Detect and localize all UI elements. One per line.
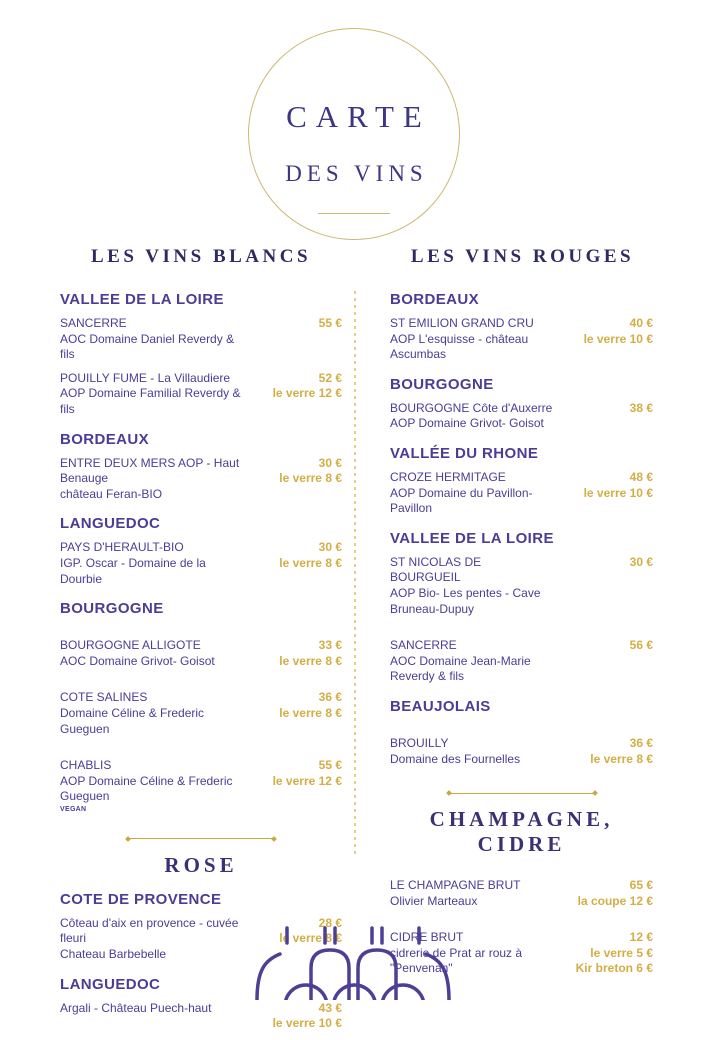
wine-description: AOC Domaine Grivot- Goisot (60, 653, 215, 668)
region-heading: LANGUEDOC (60, 515, 161, 533)
divider-line (130, 838, 272, 839)
wine-text (390, 401, 561, 432)
wine-prices (561, 316, 653, 347)
wine-item (390, 878, 653, 909)
bottle-price: 52 € (318, 370, 342, 385)
wine-description: AOP L'esquisse - château Ascumbas (390, 331, 529, 362)
bottle-price: 30 € (318, 540, 342, 555)
wine-name: Argali - Château Puech-haut (60, 1000, 212, 1015)
region-heading: COTE DE PROVENCE (60, 890, 222, 908)
logo-title: CARTE (286, 99, 431, 134)
wine-text (60, 916, 250, 963)
white-wines-header: LES VINS BLANCS (90, 246, 312, 267)
bottle-price: 38 € (629, 400, 653, 415)
bottle-price: 12 € (629, 930, 653, 945)
red-wines-column (390, 278, 653, 985)
wine-name: PAYS D'HERAULT-BIO (60, 540, 184, 555)
wine-text (390, 470, 561, 517)
wine-item (390, 401, 653, 432)
glass-price: le verre 5 € (590, 945, 653, 960)
bottle-price: 56 € (629, 638, 653, 653)
region-heading: BEAUJOLAIS (390, 697, 491, 715)
section-title: CHAMPAGNE, CIDRE (429, 807, 614, 857)
wine-name: CIDRE BRUT (390, 930, 464, 945)
wine-description: AOC Domaine Jean-Marie Reverdy & fils (390, 653, 531, 684)
glass-price: le verre 12 € (272, 386, 342, 401)
wine-item (60, 1001, 342, 1032)
region-heading: BOURGOGNE (390, 375, 494, 393)
wine-text (60, 690, 250, 737)
wine-name: POUILLY FUME - La Villaudiere (60, 370, 231, 385)
wine-name: BOURGOGNE Côte d'Auxerre (390, 400, 553, 415)
red-wines-header: LES VINS ROUGES (410, 246, 635, 267)
bottle-price: 65 € (629, 878, 653, 893)
wine-prices (561, 401, 653, 417)
logo-subtitle: DES VINS (285, 161, 428, 186)
wine-name: BOURGOGNE ALLIGOTE (60, 638, 201, 653)
glass-price: le verre 8 € (279, 705, 342, 720)
section-divider (126, 837, 276, 841)
wine-text (60, 1001, 250, 1017)
wine-text (60, 456, 250, 503)
wine-name: ST EMILION GRAND CRU (390, 316, 534, 330)
bottle-price: 55 € (318, 316, 342, 330)
divider-diamond-icon (446, 790, 452, 796)
divider-diamond-icon (125, 836, 131, 842)
wine-name: ENTRE DEUX MERS AOP - Haut Benauge (60, 455, 240, 486)
wine-description: Olivier Marteaux (390, 893, 478, 908)
wine-name: CROZE HERMITAGE (390, 469, 506, 484)
section-title: ROSE (164, 852, 238, 877)
bottle-price: 48 € (629, 469, 653, 484)
wine-item (60, 456, 342, 503)
wine-prices (561, 736, 653, 767)
wine-description: château Feran-BIO (60, 486, 163, 501)
divider-diamond-icon (271, 836, 277, 842)
wine-name: BROUILLY (390, 735, 449, 750)
wine-name: CHABLIS (60, 758, 112, 773)
glass-price: le verre 8 € (279, 471, 342, 486)
logo-underline (318, 213, 390, 214)
wine-item (390, 470, 653, 517)
region-heading: LANGUEDOC (60, 975, 161, 993)
wine-item (390, 736, 653, 767)
divider-line (451, 793, 593, 794)
region-heading: BORDEAUX (60, 430, 150, 448)
divider-diamond-icon (592, 790, 598, 796)
bottle-price: 40 € (629, 316, 653, 330)
glass-price: le verre 8 € (590, 751, 653, 766)
glass-price: le verre 12 € (272, 773, 342, 788)
bottle-price: 43 € (318, 1000, 342, 1015)
wine-prices (561, 470, 653, 501)
glass-price: le verre 10 € (583, 331, 653, 346)
wine-prices (561, 930, 653, 977)
region-heading: VALLEE DE LA LOIRE (60, 291, 224, 308)
wine-text (60, 540, 250, 587)
wine-prices (250, 540, 342, 571)
wine-description: cidrerie de Prat ar rouz à "Penvenan" (390, 945, 523, 976)
wine-text (60, 758, 250, 813)
bottle-price: 36 € (318, 690, 342, 705)
glass-price: le verre 10 € (583, 485, 653, 500)
wine-text (390, 736, 561, 767)
glass-price: le verre 8 € (279, 555, 342, 570)
wine-text (390, 555, 561, 617)
wine-prices (561, 638, 653, 654)
wine-name: COTE SALINES (60, 690, 148, 705)
wine-item (60, 690, 342, 737)
wine-prices (250, 316, 342, 332)
wine-description: Domaine Céline & Frederic Gueguen (60, 705, 205, 736)
wine-item (390, 555, 653, 617)
wine-prices (250, 371, 342, 402)
wine-name: SANCERRE (60, 316, 127, 330)
wine-text (390, 638, 561, 685)
wine-description: Domaine des Fournelles (390, 751, 521, 766)
wine-prices (561, 555, 653, 571)
bottle-price: 55 € (318, 758, 342, 773)
region-heading: VALLÉE DU RHONE (390, 444, 539, 462)
bottle-price: 30 € (629, 554, 653, 569)
bottle-price: 36 € (629, 735, 653, 750)
wine-name: Côteau d'aix en provence - cuvée fleuri (60, 915, 239, 946)
glass-price: le verre 8 € (279, 653, 342, 668)
region-heading: BORDEAUX (390, 291, 480, 308)
wine-text (60, 638, 250, 669)
wine-name: SANCERRE (390, 638, 457, 653)
wine-description: AOP Domaine Familial Reverdy & fils (60, 386, 241, 416)
wine-item (60, 540, 342, 587)
wine-description: Chateau Barbebelle (60, 947, 167, 962)
bottle-price: 30 € (318, 455, 342, 470)
wine-prices (561, 878, 653, 909)
wine-description: AOC Domaine Daniel Reverdy & fils (60, 331, 235, 362)
wine-item (60, 316, 342, 363)
wine-item (60, 758, 342, 813)
wine-prices (250, 638, 342, 669)
wine-text (60, 371, 250, 418)
region-heading: BOURGOGNE (60, 600, 164, 618)
wine-prices (250, 758, 342, 789)
wine-prices (250, 456, 342, 487)
glass-price: Kir breton 6 € (575, 961, 653, 976)
logo-circle (248, 28, 460, 240)
glass-price: le verre 10 € (272, 1016, 342, 1031)
wine-item (60, 371, 342, 418)
wine-text (390, 316, 561, 363)
wine-item (390, 638, 653, 685)
bottle-price: 33 € (318, 638, 342, 653)
wine-description: AOP Domaine Céline & Frederic Gueguen (60, 773, 233, 804)
section-divider (447, 791, 597, 795)
region-heading: VALLEE DE LA LOIRE (390, 529, 554, 547)
wine-item (390, 316, 653, 363)
wine-name: LE CHAMPAGNE BRUT (390, 878, 521, 893)
wine-prices (250, 690, 342, 721)
wine-bottles-icon (223, 922, 483, 1000)
wine-prices (250, 1001, 342, 1032)
wine-description: AOP Domaine Grivot- Goisot (390, 416, 544, 431)
wine-text (390, 878, 561, 909)
wine-text (60, 316, 250, 363)
wine-note: VEGAN (60, 805, 87, 813)
wine-description: AOP Domaine du Pavillon-Pavillon (390, 485, 533, 516)
glass-price: la coupe 12 € (577, 893, 653, 908)
wine-item (60, 638, 342, 669)
bottle-price: 28 € (318, 915, 342, 930)
wine-description: IGP. Oscar - Domaine de la Dourbie (60, 555, 206, 586)
wine-name: ST NICOLAS DE BOURGUEIL (390, 554, 482, 585)
wine-description: AOP Bio- Les pentes - Cave Bruneau-Dupuy (390, 585, 541, 616)
glass-price: le verre 8 € (279, 931, 342, 946)
dotted-column-divider (354, 291, 356, 855)
